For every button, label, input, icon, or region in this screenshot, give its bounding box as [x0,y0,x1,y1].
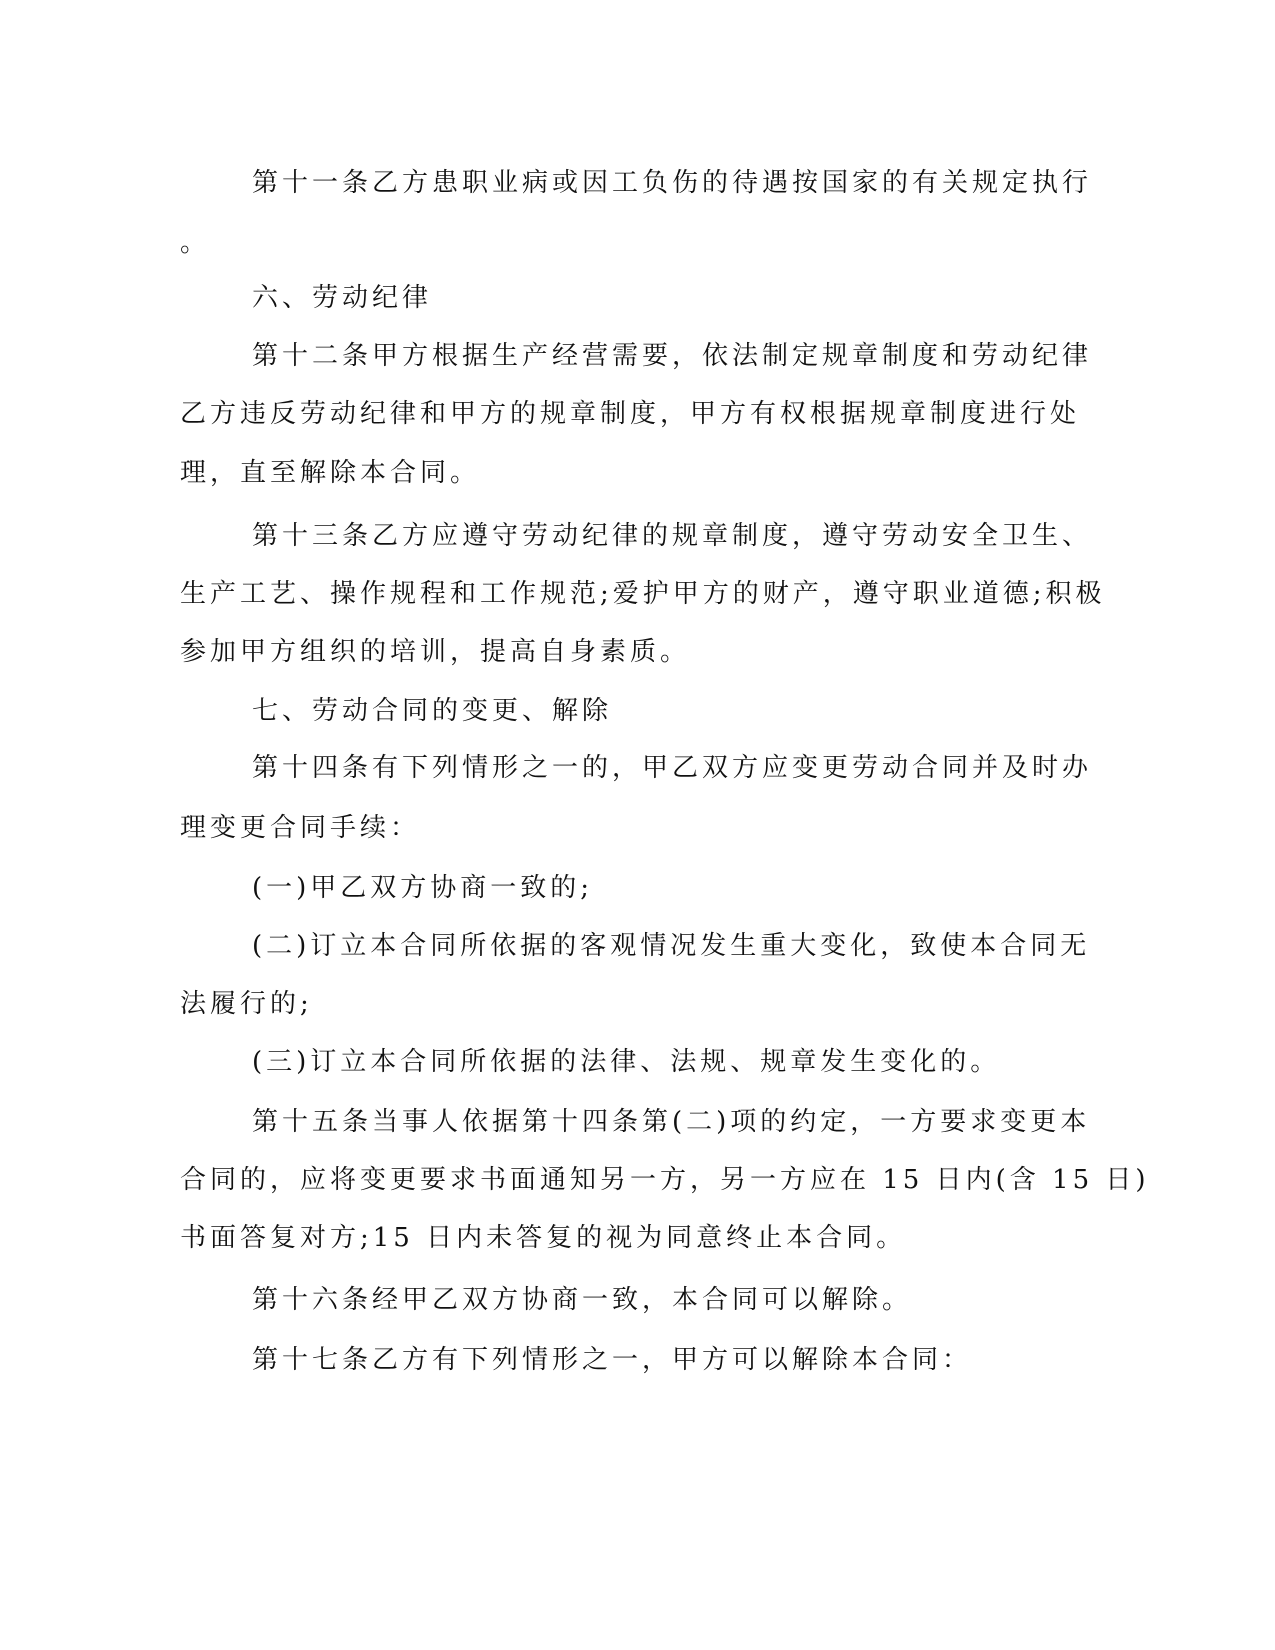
paragraph-line: 参加甲方组织的培训，提高自身素质。 [180,637,691,667]
paragraph-line: 第十五条当事人依据第十四条第(二)项的约定，一方要求变更本 [252,1107,1091,1137]
paragraph-line: 第十一条乙方患职业病或因工负伤的待遇按国家的有关规定执行 [252,168,1093,198]
paragraph-line: 第十六条经甲乙双方协商一致，本合同可以解除。 [252,1285,913,1315]
section-heading: 七、劳动合同的变更、解除 [252,696,613,726]
paragraph-line: 理变更合同手续： [180,813,421,843]
paragraph-line: 。 [180,228,211,258]
paragraph-line: 理，直至解除本合同。 [180,458,481,488]
paragraph-line: 合同的，应将变更要求书面通知另一方，另一方应在 15 日内(含 15 日) [180,1165,1150,1195]
list-item: (二)订立本合同所依据的客观情况发生重大变化，致使本合同无 [252,931,1091,961]
paragraph-line: 生产工艺、操作规程和工作规范;爱护甲方的财产，遵守职业道德;积极 [180,579,1106,609]
paragraph-line: 法履行的; [180,989,313,1019]
list-item: (一)甲乙双方协商一致的; [252,873,594,903]
list-item: (三)订立本合同所依据的法律、法规、规章发生变化的。 [252,1047,1001,1077]
paragraph-line: 第十三条乙方应遵守劳动纪律的规章制度，遵守劳动安全卫生、 [252,521,1093,551]
paragraph-line: 书面答复对方;15 日内未答复的视为同意终止本合同。 [180,1223,907,1253]
paragraph-line: 第十四条有下列情形之一的，甲乙双方应变更劳动合同并及时办 [252,753,1093,783]
section-heading: 六、劳动纪律 [252,283,433,313]
paragraph-line: 第十二条甲方根据生产经营需要，依法制定规章制度和劳动纪律 [252,341,1093,371]
paragraph-line: 乙方违反劳动纪律和甲方的规章制度，甲方有权根据规章制度进行处 [180,399,1081,429]
paragraph-line: 第十七条乙方有下列情形之一，甲方可以解除本合同： [252,1345,973,1375]
